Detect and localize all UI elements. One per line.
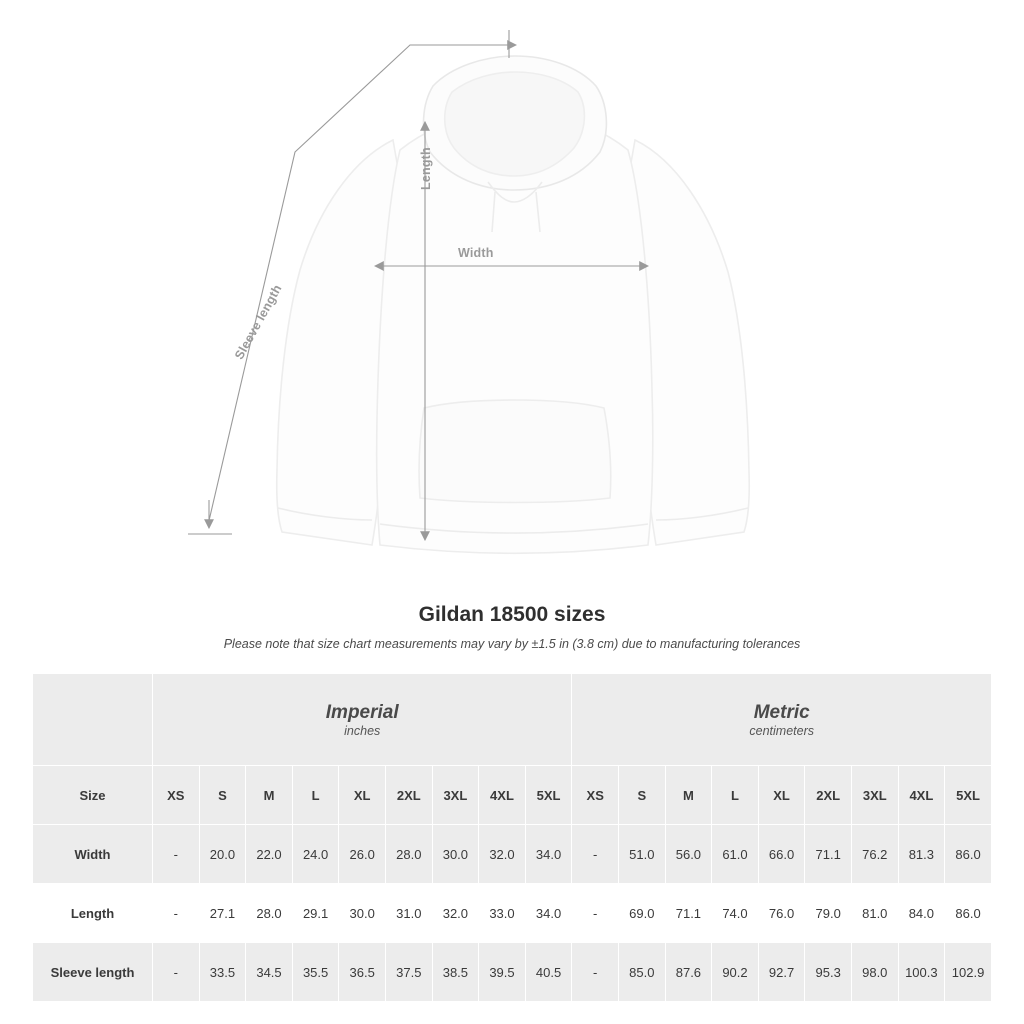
cell: 35.5 bbox=[292, 943, 339, 1002]
size-header-cell: L bbox=[292, 766, 339, 825]
system-metric-unit: centimeters bbox=[749, 724, 814, 739]
length-label: Length bbox=[419, 147, 433, 190]
size-header-cell: 5XL bbox=[945, 766, 992, 825]
cell: 86.0 bbox=[945, 825, 992, 884]
cell: 39.5 bbox=[479, 943, 526, 1002]
size-header-cell: 3XL bbox=[432, 766, 479, 825]
cell: 100.3 bbox=[898, 943, 945, 1002]
system-imperial-unit: inches bbox=[344, 724, 381, 739]
cell: 28.0 bbox=[246, 884, 293, 943]
size-header-cell: S bbox=[199, 766, 246, 825]
cell: 26.0 bbox=[339, 825, 386, 884]
size-header-cell: L bbox=[712, 766, 759, 825]
tolerance-note: Please note that size chart measurements may vary by ±1.5 in (3.8 cm) due to manufacturing tolerances bbox=[223, 637, 801, 651]
size-header-cell: XL bbox=[339, 766, 386, 825]
cell: 28.0 bbox=[385, 825, 432, 884]
cell: 32.0 bbox=[479, 825, 526, 884]
hoodie-shape bbox=[277, 56, 750, 553]
cell: 22.0 bbox=[246, 825, 293, 884]
cell: 20.0 bbox=[199, 825, 246, 884]
cell: 24.0 bbox=[292, 825, 339, 884]
size-header-cell: 2XL bbox=[805, 766, 852, 825]
size-header-cell: 3XL bbox=[851, 766, 898, 825]
system-metric bbox=[572, 674, 992, 766]
cell: 34.0 bbox=[525, 884, 572, 943]
cell: 36.5 bbox=[339, 943, 386, 1002]
cell: 81.3 bbox=[898, 825, 945, 884]
cell: 33.5 bbox=[199, 943, 246, 1002]
cell: 69.0 bbox=[619, 884, 666, 943]
cell: 76.0 bbox=[758, 884, 805, 943]
cell: 87.6 bbox=[665, 943, 712, 1002]
cell: 27.1 bbox=[199, 884, 246, 943]
cell: 84.0 bbox=[898, 884, 945, 943]
cell: 81.0 bbox=[851, 884, 898, 943]
cell: 66.0 bbox=[758, 825, 805, 884]
cell: - bbox=[153, 825, 200, 884]
cell: 71.1 bbox=[665, 884, 712, 943]
row-label-width: Width bbox=[33, 825, 153, 884]
cell: 30.0 bbox=[432, 825, 479, 884]
size-table bbox=[32, 673, 992, 1002]
cell: 56.0 bbox=[665, 825, 712, 884]
system-header-row bbox=[33, 674, 992, 766]
cell: - bbox=[572, 884, 619, 943]
cell: 32.0 bbox=[432, 884, 479, 943]
row-label-length: Length bbox=[33, 884, 153, 943]
size-header-label: Size bbox=[33, 766, 153, 825]
cell: - bbox=[153, 884, 200, 943]
cell: 74.0 bbox=[712, 884, 759, 943]
cell: 40.5 bbox=[525, 943, 572, 1002]
size-header-cell: 4XL bbox=[898, 766, 945, 825]
size-header-cell: XS bbox=[572, 766, 619, 825]
sleeve-length-label: Sleeve length bbox=[232, 282, 285, 362]
cell: 79.0 bbox=[805, 884, 852, 943]
cell: - bbox=[572, 825, 619, 884]
table-row bbox=[33, 884, 992, 943]
table-corner bbox=[33, 674, 153, 766]
cell: 102.9 bbox=[945, 943, 992, 1002]
size-header-cell: 5XL bbox=[525, 766, 572, 825]
cell: 95.3 bbox=[805, 943, 852, 1002]
system-imperial-name: Imperial bbox=[325, 701, 399, 723]
cell: 85.0 bbox=[619, 943, 666, 1002]
table-row bbox=[33, 825, 992, 884]
cell: 61.0 bbox=[712, 825, 759, 884]
cell: 92.7 bbox=[758, 943, 805, 1002]
size-header-cell: S bbox=[619, 766, 666, 825]
size-header-cell: 4XL bbox=[479, 766, 526, 825]
system-metric-name: Metric bbox=[753, 701, 810, 723]
cell: - bbox=[572, 943, 619, 1002]
page-title: Gildan 18500 sizes bbox=[418, 603, 606, 626]
table-row bbox=[33, 943, 992, 1002]
width-label: Width bbox=[458, 246, 494, 260]
size-header-cell: XS bbox=[153, 766, 200, 825]
title-block bbox=[0, 603, 1024, 651]
size-header-cell: M bbox=[665, 766, 712, 825]
size-header-cell: 2XL bbox=[385, 766, 432, 825]
cell: 98.0 bbox=[851, 943, 898, 1002]
size-header-cell: M bbox=[246, 766, 293, 825]
size-header-row bbox=[33, 766, 992, 825]
cell: 51.0 bbox=[619, 825, 666, 884]
cell: 29.1 bbox=[292, 884, 339, 943]
cell: 31.0 bbox=[385, 884, 432, 943]
cell: 34.5 bbox=[246, 943, 293, 1002]
cell: 86.0 bbox=[945, 884, 992, 943]
row-label-sleeve-length: Sleeve length bbox=[33, 943, 153, 1002]
cell: 30.0 bbox=[339, 884, 386, 943]
system-imperial bbox=[153, 674, 572, 766]
cell: 34.0 bbox=[525, 825, 572, 884]
size-table-wrapper bbox=[32, 673, 992, 1002]
cell: 37.5 bbox=[385, 943, 432, 1002]
size-header-cell: XL bbox=[758, 766, 805, 825]
cell: 33.0 bbox=[479, 884, 526, 943]
cell: 38.5 bbox=[432, 943, 479, 1002]
cell: - bbox=[153, 943, 200, 1002]
cell: 90.2 bbox=[712, 943, 759, 1002]
cell: 71.1 bbox=[805, 825, 852, 884]
cell: 76.2 bbox=[851, 825, 898, 884]
